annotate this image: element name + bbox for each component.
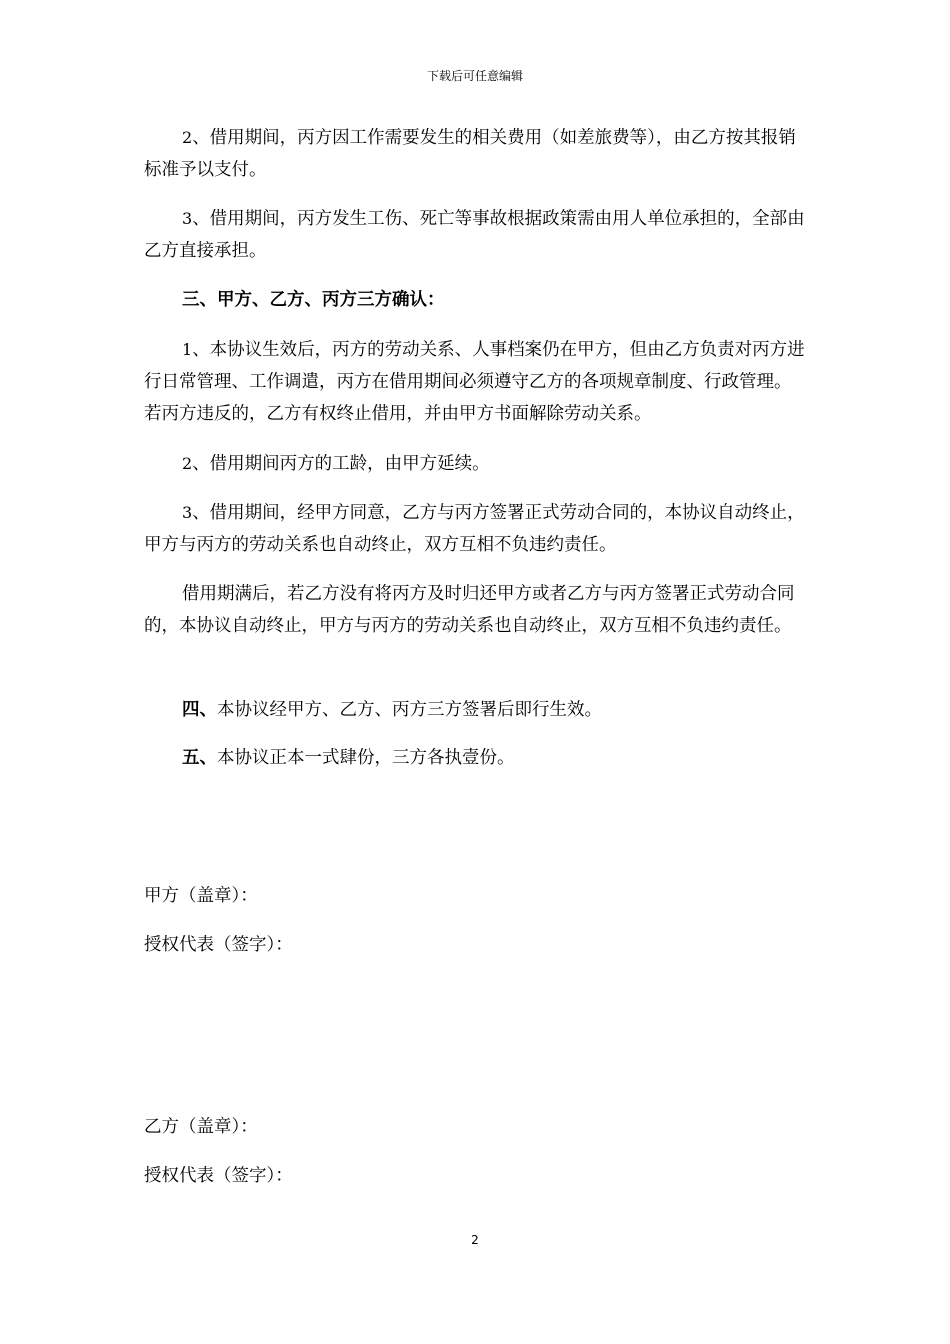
section-lead: 四、	[182, 700, 217, 720]
clause-number: 1	[182, 340, 193, 359]
clause-number: 3	[182, 209, 193, 228]
clause-number: 2	[182, 454, 193, 473]
expiry-paragraph	[144, 578, 806, 642]
clause-number: 2	[182, 128, 193, 147]
party-a-seal-label: 甲方（盖章）：	[144, 886, 258, 906]
section-5	[144, 742, 806, 774]
page-number: 2	[471, 1233, 479, 1247]
clause-number: 3	[182, 503, 193, 522]
section-text: 本协议正本一式肆份，三方各执壹份。	[217, 748, 515, 768]
section-text: 本协议经甲方、乙方、丙方三方签署后即行生效。	[217, 700, 602, 720]
clause-text: 、本协议生效后，丙方的劳动关系、人事档案仍在甲方，但由乙方负责对丙方进行日常管理、工作调遣，丙方在借用期间必须遵守乙方的各项规章制度、行政管理。若丙方违反的，乙方有权终止借用，并由甲方书面解除劳动关系。	[144, 340, 805, 424]
section-3-heading: 三、甲方、乙方、丙方三方确认：	[182, 290, 445, 310]
clause-text: 、借用期间，经甲方同意，乙方与丙方签署正式劳动合同的，本协议自动终止，甲方与丙方的劳动关系也自动终止，双方互相不负违约责任。	[144, 503, 805, 555]
paragraph-text: 借用期满后，若乙方没有将丙方及时归还甲方或者乙方与丙方签署正式劳动合同的，本协议自动终止，甲方与丙方的劳动关系也自动终止，双方互相不负违约责任。	[144, 584, 795, 636]
section-4	[144, 694, 806, 726]
clause-3-3	[144, 497, 806, 561]
clause-3-1	[144, 334, 806, 430]
page-header: 下载后可任意编辑	[426, 69, 523, 83]
section-lead: 五、	[182, 748, 217, 768]
party-a-rep-label: 授权代表（签字）：	[144, 935, 293, 955]
clause-text: 、借用期间，丙方发生工伤、死亡等事故根据政策需由用人单位承担的，全部由乙方直接承担。	[144, 209, 805, 261]
clause-text: 、借用期间丙方的工龄，由甲方延续。	[192, 454, 490, 474]
clause-3-2	[144, 448, 806, 480]
party-b-seal-label: 乙方（盖章）：	[144, 1117, 258, 1137]
party-b-rep-label: 授权代表（签字）：	[144, 1166, 293, 1186]
clause-2-3	[144, 203, 806, 267]
clause-2-2	[144, 122, 806, 186]
clause-text: 、借用期间，丙方因工作需要发生的相关费用（如差旅费等），由乙方按其报销标准予以支付。	[144, 128, 796, 180]
